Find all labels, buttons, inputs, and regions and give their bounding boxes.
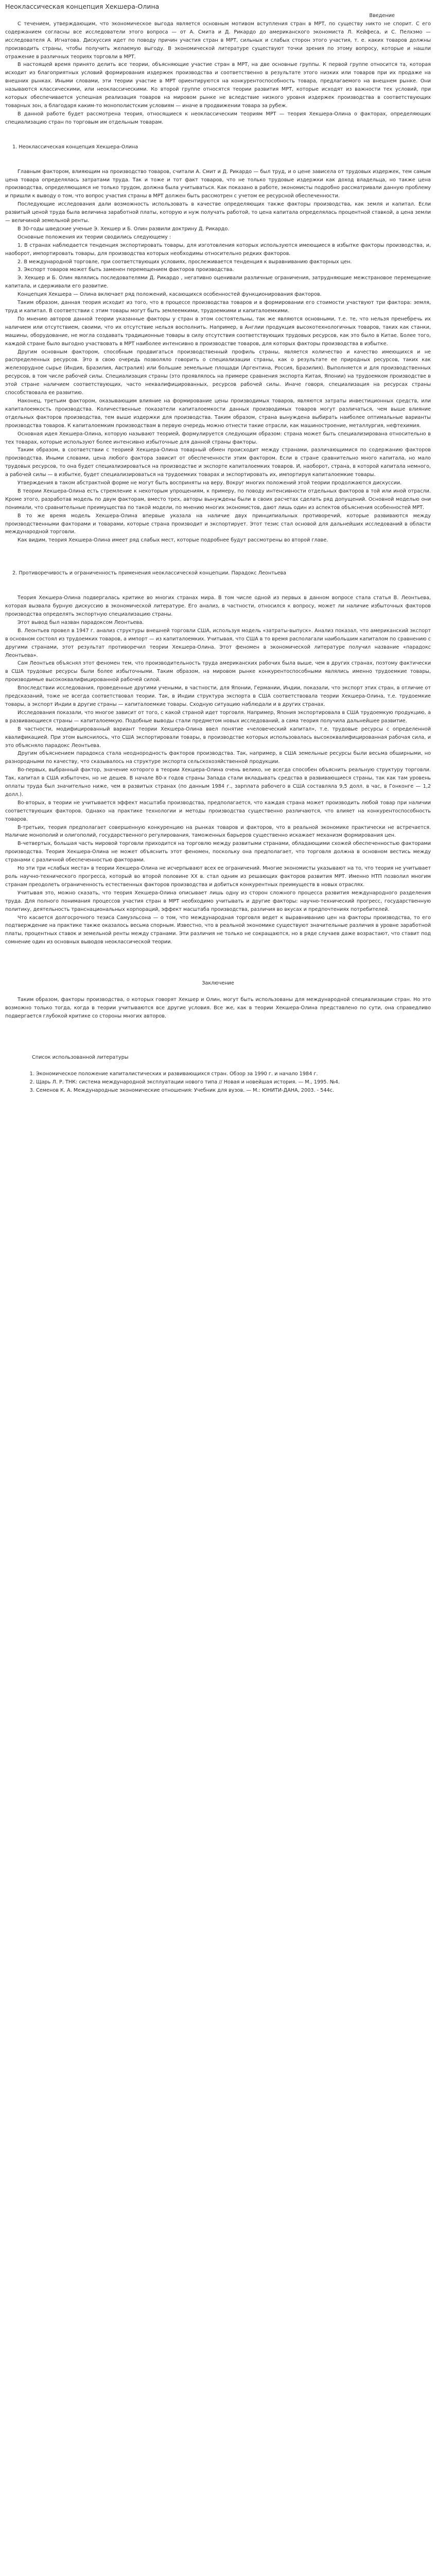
paragraph: Таким образом, данная теория исходит из того, что в процессе производства товаров и в формировании его стоимости участвуют три фактора: земля, труд и капитал. В соответствии с этим товары могут быть землеемкими, трудоемкими и капиталоемкими. [5,300,431,314]
reference-item: 3. Семенов К. А. Международные экономические отношения: Учебник для вузов. — М.: ЮНИТИ-ДАНА, 2003. - 544с. [36,1087,431,1095]
paragraph: Э. Хекшер и Б. Олин являлись последователями Д. Рикардо , негативно оценивали различные ограничения, затрудняющие межстрановое перемещение капитала, и сдерживали его развитие. [5,275,431,290]
paragraph: Основная идея Хекшера-Олина, которую называют теорией, формулируется следующим образом: страна может быть специализирована относительно в тех товарах, которые используют более интенсивно избыточные для данной страны факторы. [5,431,431,445]
paragraph: 1. В странах наблюдается тенденция экспортировать товары, для изготовления которых используются имеющиеся в избытке факторы производства, и, наоборот, импортировать товары, для производства которых необходимы относительно редких факторов. [5,242,431,257]
paragraph: В то же время модель Хекшера-Олина впервые указала на наличие двух принципиальных противоречий, которые развиваются между производственными факторами и товарами, которые страна производит и экспортирует. Этот тезис стал основой для дальнейших исследований в области международной торговли. [5,513,431,535]
chapter-2-heading: 2. Противоречивость и ограниченность применения неоклассической концепции. Парадокс Леонтьева [12,570,287,577]
paragraph: В 30-годы шведские ученые Э. Хекшер и Б. Олин развили доктрину Д. Рикардо. [18,226,230,232]
paragraph: Таким образом, в соответствии с теорией Хекшера-Олина товарный обмен происходит между странами, различающимися по содержанию факторов производства. Иными словами, цена любого фактора зависит от обеспеченности этим фактором. Если в стране сравнительно много капитала, но мало трудовых ресурсов, то она будет специализироваться на производстве и экспорте капиталоемких товаров. И, наоборот, страна, в которой капитала немного, а рабочей силы — в избытке, будет специализироваться на трудоемких товарах и экспортировать их, импортируя капиталоемкие товары. [5,447,431,478]
paragraph: Другим объяснением парадокса стала неоднородность факторов производства. Так, например, в США земельные ресурсы были весьма обширными, но разнородными по качеству, что сказывалось на структуре экспорта сельскохозяйственной продукции. [5,751,431,765]
document-title: Неоклассическая концепция Хекшера-Олина [5,3,160,10]
paragraph: Основные положения их теории сводились следующему : [18,234,171,240]
paragraph: С течением, утверждающим, что экономическое выгода является основным мотивом вступления стран в МРТ, по существу никто не спорит. С его содержанием согласны все исследователи этого вопроса — от А. Смита и Д. Рикардо до американского экономиста Л. Кейфеса, и С. Пелхэмо — исследователя А. Игнатова. Дискуссия идет по поводу причин участия стран в МРТ, сильных и слабых сторон этого участия, т. е. каких товаров должны производить страны, чтобы получить желаемую выгоду. В экономической литературе существуют точки зрения по этому вопросу, которые и нашли отражение в различных теориях торговли в МРТ. [5,21,431,60]
spacer [5,1021,431,1054]
paragraph: В-третьих, теория предполагает совершенную конкуренцию на рынках товаров и факторов, что в реальной экономике практически не встречается. Наличие монополий и олигополий, государственного регулирования, таможенных барьеров существенно искажает механизм формирования цен. [5,824,431,839]
spacer [5,988,431,996]
paragraph: Главным фактором, влияющим на производство товаров, считали А. Смит и Д. Рикардо — был труд, и о цене зависела от трудовых издержек, тем самым цена товара определялась затратами труда. Так и тоже и тот факт товаров, что не только трудовые издержки как доход владельца, но также цена производства, определяющаяся не только трудом, должна была учитываться. Как показано в работе, экономисты подробно рассматривали данную проблему и пришли к выводу о том, что вопрос участия страны в МРТ должен быть рассмотрен с учетом ее ресурсной обеспеченности. [5,168,431,199]
paragraph: Концепция Хекшера — Олина включает ряд положений, касающихся особенностей функционирования факторов. [18,292,322,298]
reference-item: 1. Экономическое положение капиталистических и развивающихся стран. Обзор за 1990 г. и начало 1984 г. [36,1070,431,1078]
paragraph: Как видим, теория Хекшера-Олина имеет ряд слабых мест, которые подробнее будут рассмотрены во второй главе. [18,537,328,544]
paragraph: Теория Хекшера-Олина подвергалась критике во многих странах мира. В том числе одной из первых в данном вопросе стала статья В. Леонтьева, которая вызвала бурную дискуссию в экономической литературе. Его анализ, в частности, относился к вопросу, может ли наличие избыточных факторов производства определять экспортную специализацию страны. [5,595,431,617]
conclusion-heading: Заключение [202,980,234,987]
paragraph: Этот вывод был назван парадоксом Леонтьева. [18,619,144,625]
paragraph: В-четвертых, большая часть мировой торговли приходится на торговлю между развитыми странами, обладающими схожей обеспеченностью факторами производства. Теория Хекшера-Олина не может объяснить этот феномен, поскольку она предполагает, что торговля должна в основном вестись между странами с различной обеспеченностью факторами. [5,841,431,863]
spacer [5,127,431,143]
paragraph: Исследования показали, что многое зависит от того, с какой страной идет торговля. Например, Япония экспортировала в США трудоемкую продукцию, а в развивающиеся страны — капиталоемкую. Подобные выводы стали предметом новых исследований, а сама теория получила дальнейшее развитие. [5,709,431,724]
paragraph: По мнению авторов данной теории указанные факторы у стран в этом состоятельны, так же являются основными, т.е. те, что нельзя пренебречь их наличием или отсутствием, своими, что их отсутствие нельзя восполнить. Например, в Англии продукция высокотехнологичных товаров, таких как станки, машины, оборудование, не могла создавать традиционные товары в силу отсутствия соответствующих трудовых ресурсов, как это было в Китае. Более того, каждой стране было выгодно участвовать в МРТ наиболее интенсивно в производстве товаров, для которых факторы производства в избытке. [5,316,431,347]
paragraph: В. Леонтьев провел в 1947 г. анализ структуры внешней торговли США, используя модель «затраты-выпуск». Анализ показал, что американский экспорт в основном состоял из трудоемких товаров, а импорт — из капиталоемких. Учитывая, что США в то время располагали наибольшим капиталом по сравнению с другими странами, этот результат противоречил теории Хекшера-Олина. Этот феномен в экономической литературе получил название «парадокс Леонтьева». [5,628,431,658]
intro-heading: Введение [369,13,395,19]
reference-item: 2. Щарь Л. Р. ТНК: система международной эксплуатации нового типа // Новая и новейшая история. — М., 1995. №4. [36,1078,431,1087]
paragraph: 3. Экспорт товаров может быть заменен перемещением факторов производства. [18,267,234,273]
paragraph: Во-первых, выбранный фактор, значение которого в теории Хекшера-Олина очень велико, не всегда способен объяснить реальную структуру торговли. Так, капитал в США избыточен, но не дешев. В начале 80-х годов страны Запада стали вкладывать средства в развивающиеся страны, так как там уровень оплаты труда был значительно ниже, чем в развитых странах (по данным 1984 г., зарплата рабочего в США составляла 9,5 долл. в час, в Гонконге — 1,2 долл.). [5,767,431,798]
paragraph: Утверждения в таком абстрактной форме не могут быть восприняты на веру. Вокруг многих положений этой теории продолжаются дискуссии. [18,480,402,486]
paragraph: В теории Хекшера-Олина есть стремление к некоторым упрощениям, к примеру, по поводу интенсивности отдельных факторов в той или иной отрасли. Кроме этого, разработав модель по двум факторам, вместо трех, авторы вынуждены были в своих расчетах сделать ряд допущений. Основной моделью они понимали, что сравнительные преимущества по такой модели, по мнению многих экономистов, дают лишь один из аспектов объяснения особенностей МРТ. [5,488,431,511]
intro-section [5,20,431,127]
spacer [5,1062,431,1070]
paragraph: Впоследствии исследования, проведенные другими учеными, в частности, для Японии, Германии, Индии, показали, что экспорт этих стран, в отличие от предсказаний, тоже не всегда соответствовал теории. Так, в Индии структура экспорта в США соответствовала теории Хекшера-Олина, т.е. трудоемкие товары, а экспорт Индии в другие страны — капиталоемкие товары. Сходную ситуацию наблюдали и в других странах. [5,685,431,707]
references-heading: Список использованной литературы [32,1054,129,1060]
paragraph: Другим основным фактором, способным продвигаться производственный профиль страны, является количество и качество имеющихся и не распределенных ресурсов. Это в свою очередь позволяло говорить о специализации страны, как о результате ее природных ресурсов, таких как железорудное сырье (Индия, Бразилия, Австралия) или большие земельные площади (Аргентина, Россия, Бразилия). Выполняется и для производственных ресурсов, в том числе рабочей силы. Специализация страны (это проявлялось на примере сравнения экспорта Китая, Японии) на трудоемком производстве в этой стране наличием соответствующих, часто неквалифицированных, ресурсов рабочей силы. Иначе говоря, специализация на ресурсах страны способствовала ее развитию. [5,349,431,396]
paragraph: 2. В международной торговле, при соответствующих условиях, прослеживается тенденция к выравниванию факторных цен. [18,259,352,265]
paragraph: Что касается долгосрочного тезиса Самуэльсона — о том, что международная торговля ведет к выравниванию цен на факторы производства, то его подтверждение на практике также оказалось весьма спорным. Известно, что в реальной экономике существуют значительные различия в уровне заработной платы, процентных ставок и земельной ренты между странами. Эти различия не только не сокращаются, но в ряде случаев даже возрастают, что ставит под сомнение один из основных выводов неоклассической теории. [5,914,431,945]
paragraph: Таким образом, факторы производства, о которых говорят Хекшер и Олин, могут быть использованы для международной специализации стран. Но это возможно только тогда, когда в теории учитываются все другие условия. Все же, как в теории Хекшера-Олина представлено по сути, она справедливо подвергается глубокой критике со стороны многих авторов. [5,997,431,1019]
spacer [5,545,431,569]
spacer [5,151,431,168]
chapter-1-section [5,168,431,545]
chapter-1-heading: 1. Неоклассическая концепция Хекшера-Олина [12,144,138,150]
paragraph: В данной работе будет рассмотрена теория, относящиеся к неоклассическим теориям МРТ — теория Хекшера-Олина о факторах, определяющих специализацию стран по торговым им отдельным товарам. [5,111,431,125]
paragraph: Наконец, третьим фактором, оказывающим влияние на формирование цены производимых товаров, являются затраты инвестиционных средств, или капиталоемкость производства. Количественные показатели капиталоемкости данных производимых товаров могут различаться, чем выше влияние отдельных факторов производства, тем выше издержки для производства. Таким образом, страна вынуждена выбирать наиболее оптимальные варианты производства товаров. К капиталоемким производствам в первую очередь можно отнести такие отрасли, как машиностроение, металлургия, нефтехимия. [5,398,431,429]
spacer [5,946,431,979]
conclusion-section [5,996,431,1021]
paragraph: В частности, модифицированный вариант теории Хекшера-Олина ввел понятие «человеческий капитал», т.е. трудовые ресурсы с определенной квалификацией. При этом выяснилось, что США экспортировали товары, в производстве которых использовалась высококвалифицированная рабочая сила, и это объясняло парадокс Леонтьева. [5,726,431,749]
paragraph: Последующие исследования дали возможность использовать в качестве определяющих также факторы производства, как земля и капитал. Если развитый ценой труда была величина заработной платы, которую и нуж получать работой, то цена капитала определялась процентной ставкой, а цена земли — величиной земельной ренты. [5,201,431,224]
references-list [5,1070,431,1095]
chapter-2-section [5,594,431,946]
paragraph: Но эти три «слабых места» в теории Хекшера-Олина не исчерпывают всех ее ограничений. Многие экономисты указывают на то, что теория не учитывает роль научно-технического прогресса, который во второй половине XX в. стал одним из решающих факторов развития МРТ. Именно НТП позволил многим странам преодолеть ограниченность естественных факторов производства и добиться конкурентных преимуществ в новых отраслях. [5,866,431,888]
paragraph: Учитывая это, можно сказать, что теория Хекшера-Олина описывает лишь одну из сторон сложного процесса развития международного разделения труда. Для полного понимания процессов участия стран в МРТ необходимо учитывать и другие факторы: научно-технический прогресс, государственную политику, деятельность транснациональных корпораций, эффект масштаба производства, различия во вкусах и предпочтениях потребителей. [5,890,431,912]
spacer [5,578,431,594]
paragraph: Во-вторых, в теории не учитывается эффект масштаба производства, предполагается, что каждая страна может производить любой товар при наличии соответствующих факторов. Однако на практике технологии и методы производства существенно различаются, что влияет на конкурентоспособность товаров. [5,800,431,822]
paragraph: В настоящей время принято делить все теории, объясняющие участие стран в МРТ, на две основные группы. К первой группе относится та, которая исходит из благоприятных условий формирования издержек производства и соответственно в результате этого низких или товаров при их продаже на внешних рынках. Иными словами, эти теории участие в МРТ ориентируются на конкурентоспособность товара, предлагаемого на внешнем рынке. Они называются классическими, или неоклассическими. Ко второй группе относятся теории развития МРТ, которые исходят из важности тех условий, при которых обеспечивается успешная реализация товаров на мировом рынке не вследствие низкого уровня издержек производства в соответствующих товарных зон, а благодаря каким-то монополистским условиям — иначе в продвижении товара за рубеж. [5,62,431,109]
paragraph: Сам Леонтьев объяснял этот феномен тем, что производительность труда американских рабочих была выше, чем в других странах, поэтому фактически в США трудовые ресурсы были более избыточными. Таким образом, на мировом рынке конкурентоспособными являлись именно трудоемкие товары, производимые высококвалифицированной рабочей силой. [5,660,431,683]
